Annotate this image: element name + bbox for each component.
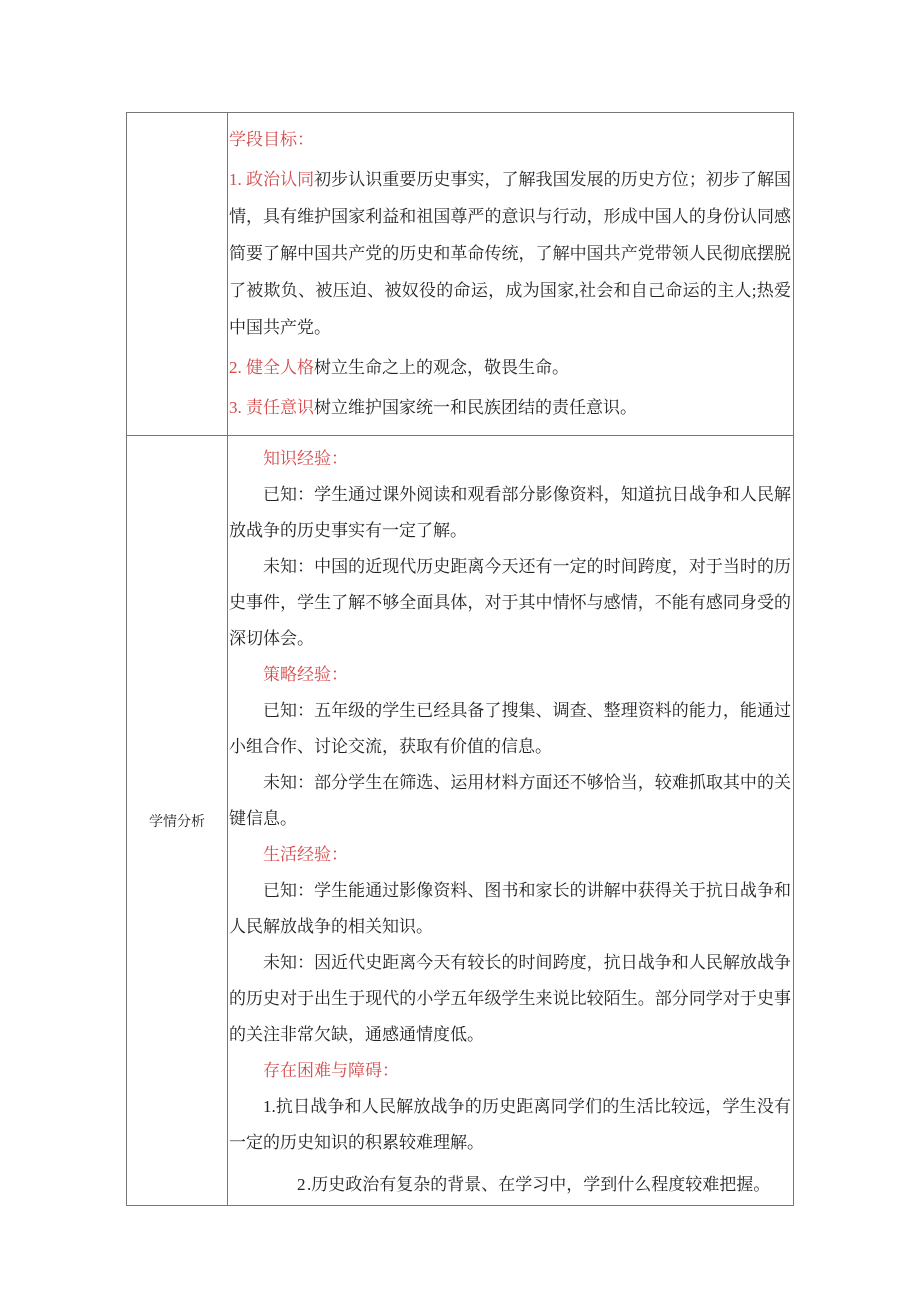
strategy-known: 已知：五年级的学生已经具备了搜集、调查、整理资料的能力，能通过小组合作、讨论交流，获取有价值的信息。 xyxy=(229,701,791,756)
difficulty-item-2 xyxy=(229,1167,791,1203)
goals-content xyxy=(228,113,793,435)
goal-item xyxy=(229,161,791,346)
strategy-heading: 策略经验： xyxy=(263,665,348,684)
goal-tag: 1. 政治认同 xyxy=(229,170,315,189)
difficulty-item-1: 1.抗日战争和人民解放战争的历史距离同学们的生活比较远，学生没有一定的历史知识的积累较难理解。 xyxy=(229,1097,791,1152)
goal-tag: 2. 健全人格 xyxy=(229,358,314,377)
analysis-label: 学情分析 xyxy=(127,436,228,1205)
goal-text: 树立维护国家统一和民族团结的责任意识。 xyxy=(314,398,637,417)
goal-tag: 3. 责任意识 xyxy=(229,398,314,417)
difficulties-heading: 存在困难与障碍： xyxy=(263,1061,399,1080)
knowledge-heading: 知识经验： xyxy=(263,449,348,468)
difficulty-number: 2 xyxy=(297,1175,306,1194)
life-heading: 生活经验： xyxy=(263,845,348,864)
lesson-plan-table xyxy=(126,112,794,1206)
knowledge-known: 已知：学生通过课外阅读和观看部分影像资料，知道抗日战争和人民解放战争的历史事实有一定了解。 xyxy=(229,485,791,540)
goal-item xyxy=(229,389,791,426)
goals-heading: 学段目标： xyxy=(229,130,314,149)
goal-text: 初步认识重要历史事实，了解我国发展的历史方位；初步了解国情，具有维护国家利益和祖国尊严的意识与行动，形成中国人的身份认同感简要了解中国共产党的历史和革命传统，了解中国共产党带领人民彻底摆脱了被欺负、被压迫、被奴役的命运，成为国家,社会和自己命运的主人;热爱中国共产党。 xyxy=(229,170,791,337)
goal-item xyxy=(229,349,791,386)
analysis-content xyxy=(228,436,793,1205)
life-known: 已知：学生能通过影像资料、图书和家长的讲解中获得关于抗日战争和人民解放战争的相关知识。 xyxy=(229,881,791,936)
goals-row xyxy=(127,113,793,436)
goals-label-cell xyxy=(127,113,228,435)
strategy-unknown: 未知：部分学生在筛选、运用材料方面还不够恰当，较难抓取其中的关键信息。 xyxy=(229,773,791,828)
life-unknown: 未知：因近代史距离今天有较长的时间跨度，抗日战争和人民解放战争的历史对于出生于现代的小学五年级学生来说比较陌生。部分同学对于史事的关注非常欠缺，通感通情度低。 xyxy=(229,953,791,1044)
difficulty-text: .历史政治有复杂的背景、在学习中，学到什么程度较难把握。 xyxy=(307,1175,771,1194)
goal-text: 树立生命之上的观念，敬畏生命。 xyxy=(314,358,569,377)
knowledge-unknown: 未知：中国的近现代历史距离今天还有一定的时间跨度，对于当时的历史事件，学生了解不够全面具体，对于其中情怀与感情，不能有感同身受的深切体会。 xyxy=(229,557,791,648)
analysis-row xyxy=(127,436,793,1205)
